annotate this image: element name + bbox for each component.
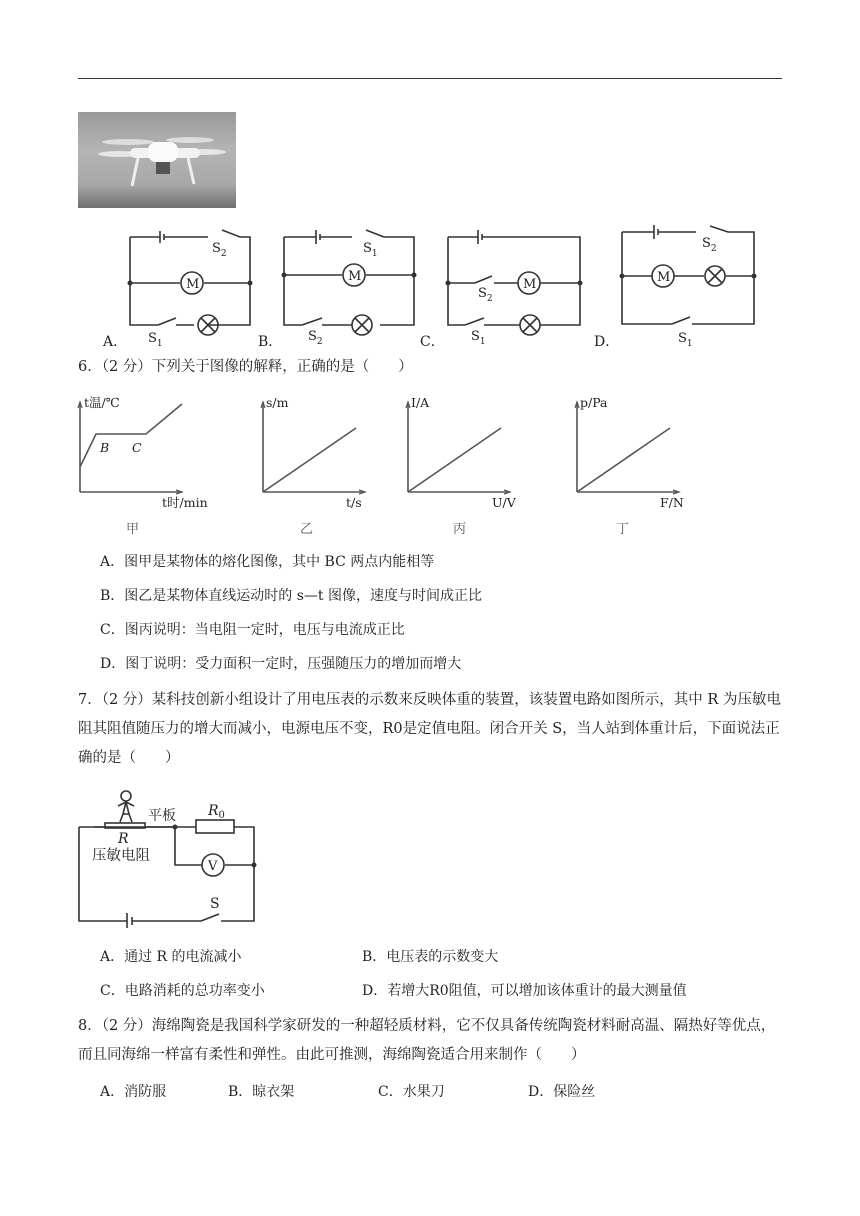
switch-sub: 1: [371, 249, 378, 259]
svg-text:S1: [471, 329, 486, 347]
motor-label-d: M: [657, 270, 671, 285]
q6-option-c[interactable]: C．图丙说明：当电阻一定时，电压与电流成正比: [100, 622, 405, 638]
header-rule: [78, 78, 782, 79]
graph-bing-x-label: U/V: [492, 495, 516, 510]
switch-sub: 2: [486, 294, 493, 304]
q5-option-c-letter[interactable]: C．: [420, 334, 445, 350]
graph-yi-caption: 乙: [300, 522, 314, 537]
switch-sub: 2: [710, 244, 717, 254]
resistor-r0-label: R: [208, 803, 219, 819]
graph-jia-x-label: t时/min: [162, 495, 208, 510]
q8-option-b[interactable]: B．晾衣架: [228, 1084, 295, 1100]
q7-option-b[interactable]: B．电压表的示数变大: [362, 949, 499, 965]
svg-text:R0: [207, 803, 225, 821]
graph-ding-y-label: p/Pa: [580, 395, 608, 410]
switch-label: S: [212, 241, 221, 256]
graph-ding-x-label: F/N: [660, 495, 684, 510]
switch-label: S: [308, 329, 317, 344]
svg-text:S2: [702, 236, 717, 254]
svg-text:S2: [212, 241, 227, 259]
q6-option-d[interactable]: D．图丁说明：受力面积一定时，压强随压力的增加而增大: [100, 656, 462, 672]
switch-s-label: S: [210, 896, 220, 912]
q8-option-d[interactable]: D．保险丝: [528, 1084, 596, 1100]
drone-icon: [78, 112, 236, 208]
svg-text:S1: [148, 331, 163, 349]
switch-sub: 1: [686, 339, 693, 349]
resistor-r-label: R: [118, 831, 129, 847]
graph-yi-x-label: t/s: [346, 495, 362, 510]
graph-jia-y-label: t温/℃: [84, 395, 120, 410]
switch-label: S: [702, 236, 711, 251]
q8-stem: 8．（2 分）海绵陶瓷是我国科学家研发的一种超轻质材料，它不仅具备传统陶瓷材料耐高温、隔热好等优点，而且同海绵一样富有柔性和弹性。由此可推测，海绵陶瓷适合用来制作（ ）: [78, 1018, 776, 1063]
q6-option-a[interactable]: A．图甲是某物体的熔化图像，其中 BC 两点内能相等: [100, 554, 435, 570]
resistor-r0-sub: 0: [218, 810, 225, 821]
graph-ding-caption: 丁: [616, 522, 630, 537]
svg-text:S2: [478, 286, 493, 304]
graph-jia-point-b: B: [100, 440, 110, 455]
q8-option-c[interactable]: C．水果刀: [378, 1084, 445, 1100]
q8-option-a[interactable]: A．消防服: [100, 1084, 167, 1100]
switch-sub: 2: [220, 249, 227, 259]
q7-option-a[interactable]: A．通过 R 的电流减小: [100, 949, 242, 965]
q5-option-b-letter[interactable]: B．: [258, 334, 283, 350]
plate-label: 平板: [148, 808, 176, 824]
switch-label: S: [678, 331, 687, 346]
graph-bing-caption: 丙: [453, 522, 467, 537]
q6-graphs: [70, 392, 710, 540]
switch-sub: 2: [316, 337, 323, 347]
q7-option-c[interactable]: C．电路消耗的总功率变小: [100, 983, 265, 999]
graph-bing-y-label: I/A: [411, 395, 430, 410]
switch-sub: 1: [479, 337, 486, 347]
q5-option-a-letter[interactable]: A．: [103, 334, 128, 350]
q5-option-d-letter[interactable]: D．: [594, 334, 620, 350]
q6-stem: 6．（2 分）下列关于图像的解释，正确的是（ ）: [78, 359, 413, 375]
switch-label: S: [478, 286, 487, 301]
q7-stem: 7．（2 分）某科技创新小组设计了用电压表的示数来反映体重的装置，该装置电路如图所示，其中 R 为压敏电阻其阻值随压力的增大而减小，电源电压不变，R0是定值电阻。闭合开关 S，当人站到体重计后，下面说法正确的是（ ）: [78, 692, 781, 766]
svg-text:S1: [363, 241, 378, 259]
pressure-sensor-label: 压敏电阻: [92, 848, 150, 864]
voltmeter-label: V: [208, 859, 218, 874]
svg-text:S2: [308, 329, 323, 347]
graph-yi-y-label: s/m: [266, 395, 289, 410]
drone-photo: [78, 112, 236, 208]
graph-jia-point-c: C: [132, 440, 142, 455]
motor-label-a: M: [186, 277, 200, 292]
switch-label: S: [148, 331, 157, 346]
switch-sub: 1: [156, 339, 163, 349]
q7-option-d[interactable]: D．若增大R0阻值，可以增加该体重计的最大测量值: [362, 983, 687, 999]
switch-label: S: [471, 329, 480, 344]
q6-option-b[interactable]: B．图乙是某物体直线运动时的 s—t 图像，速度与时间成正比: [100, 588, 482, 604]
q7-circuit: [74, 784, 274, 928]
graph-jia-caption: 甲: [126, 522, 140, 537]
motor-label-b: M: [348, 269, 362, 284]
svg-text:S1: [678, 331, 693, 349]
motor-label-c: M: [523, 277, 537, 292]
switch-label: S: [363, 241, 372, 256]
